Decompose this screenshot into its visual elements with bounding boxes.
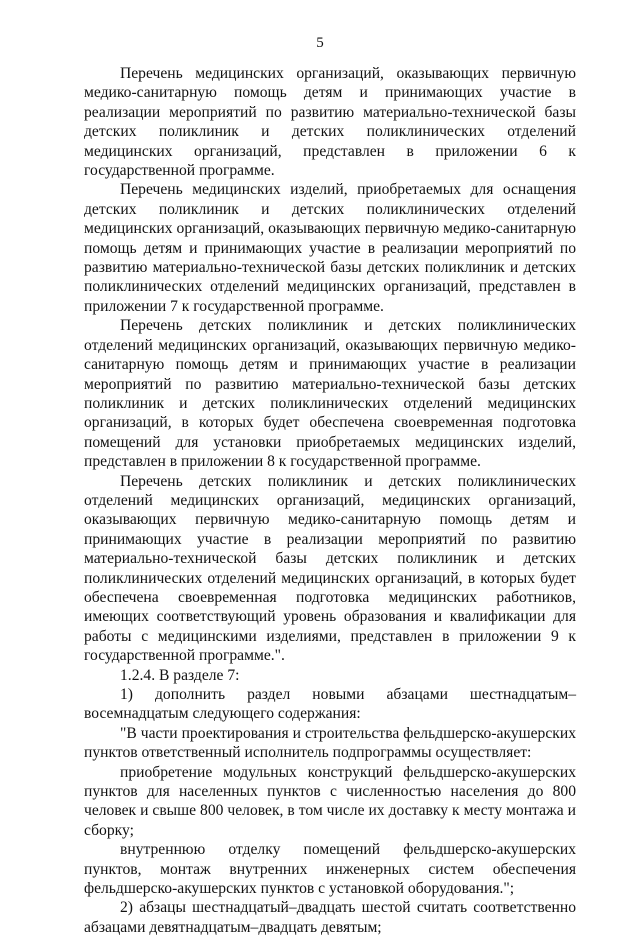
- quoted-paragraph: внутреннюю отделку помещений фельдшерско-акушерских пунктов, монтаж внутренних инженерных систем обеспечения фельдшерско-акушерских пунктов с установкой оборудования.";: [84, 841, 576, 898]
- quoted-paragraph: приобретение модульных конструкций фельдшерско-акушерских пунктов для населенных пунктов с численностью населения до 800 человек и свыше 800 человек, в том числе их доставку к месту монтажа и сборку;: [84, 763, 576, 839]
- section-reference: 1.2.4. В разделе 7:: [120, 666, 240, 684]
- paragraph: Перечень медицинских изделий, приобретаемых для оснащения детских поликлиник и детских поликлинических отделений медицинских организаций, оказывающих первичную медико-санитарную помощь детям и принимающих участие в реализации мероприятий по развитию материально-технической базы детских поликлиник и детских поликлинических отделений медицинских организаций, представлен в приложении 7 к государственной программе.: [84, 181, 576, 315]
- paragraph: 2) абзацы шестнадцатый–двадцать шестой считать соответственно абзацами девятнадцатым–двадцать девятым;: [84, 899, 576, 936]
- paragraph: Перечень детских поликлиник и детских поликлинических отделений медицинских организаций, медицинских организаций, оказывающих первичную медико-санитарную помощь детям и принимающих участие в реализации мероприятий по развитию материально-технической базы детских поликлиник и детских поликлинических отделений медицинских организаций, в которых будет обеспечена своевременная подготовка медицинских работников, имеющих соответствующий уровень образования и квалификации для работы с медицинскими изделиями, представлен в приложении 9 к государственной программе.".: [84, 472, 576, 665]
- paragraph: 1) дополнить раздел новыми абзацами шестнадцатым–восемнадцатым следующего содержания:: [84, 686, 576, 723]
- paragraph: Перечень медицинских организаций, оказывающих первичную медико-санитарную помощь детям и принимающих участие в реализации мероприятий по развитию материально-технической базы детских поликлиник и детских поликлинических отделений медицинских организаций, представлен в приложении 6 к государственной программе.: [84, 65, 576, 180]
- quoted-paragraph: "В части проектирования и строительства фельдшерско-акушерских пунктов ответственный исполнитель подпрограммы осуществляет:: [84, 724, 576, 762]
- document-body: [84, 64, 576, 937]
- paragraph: Перечень детских поликлиник и детских поликлинических отделений медицинских организаций, оказывающих первичную медико-санитарную помощь детям и принимающих участие в реализации мероприятий по развитию материально-технической базы детских поликлиник и детских поликлинических отделений медицинских организаций, в которых будет обеспечена своевременная подготовка помещений для установки приобретаемых медицинских изделий, представлен в приложении 8 к государственной программе.: [84, 317, 576, 471]
- page-number: 5: [316, 35, 324, 51]
